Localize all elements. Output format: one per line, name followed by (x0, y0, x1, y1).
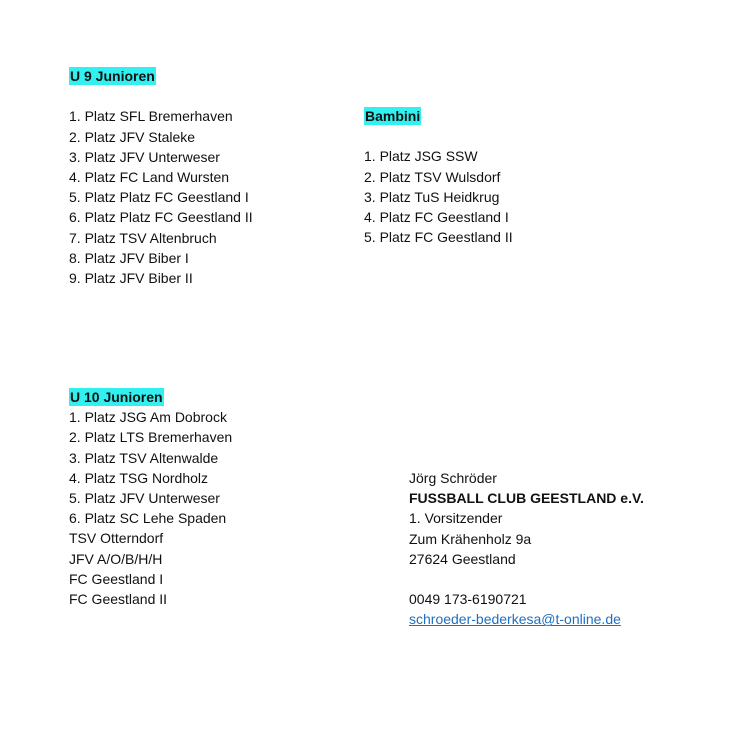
contact-city: 27624 Geestland (409, 550, 516, 567)
list-item: 4. Platz TSG Nordholz (69, 469, 209, 486)
list-item: FC Geestland I (69, 570, 164, 587)
list-item: 5. Platz FC Geestland II (364, 229, 513, 246)
contact-block (409, 468, 644, 630)
list-item: 8. Platz JFV Biber I (69, 249, 189, 266)
contact-street: Zum Krähenholz 9a (409, 530, 532, 547)
u9-list (69, 106, 253, 288)
contact-name: Jörg Schröder (409, 470, 497, 486)
list-item: 5. Platz Platz FC Geestland I (69, 189, 249, 206)
u9-heading: U 9 Junioren (70, 68, 155, 84)
list-item: 7. Platz TSV Altenbruch (69, 229, 217, 246)
contact-phone: 0049 173-6190721 (409, 591, 527, 608)
list-item: 4. Platz FC Geestland I (364, 208, 509, 225)
list-item: 9. Platz JFV Biber II (69, 269, 193, 286)
u10-list (69, 407, 232, 609)
bambini-section (364, 106, 513, 247)
list-item: 6. Platz Platz FC Geestland II (69, 209, 253, 226)
list-item: 4. Platz FC Land Wursten (69, 168, 230, 185)
list-item: 2. Platz TSV Wulsdorf (364, 168, 501, 185)
u10-heading: U 10 Junioren (70, 389, 163, 405)
list-item: 2. Platz LTS Bremerhaven (69, 429, 233, 446)
list-item: 1. Platz SFL Bremerhaven (69, 108, 233, 125)
list-item: 3. Platz JFV Unterweser (69, 148, 220, 165)
bambini-heading: Bambini (365, 108, 421, 124)
list-item: 5. Platz JFV Unterweser (69, 489, 220, 506)
u9-section (69, 66, 253, 288)
list-item: 2. Platz JFV Staleke (69, 128, 196, 145)
list-item: TSV Otterndorf (69, 530, 164, 547)
list-item: FC Geestland II (69, 590, 168, 607)
list-item: 3. Platz TuS Heidkrug (364, 188, 500, 205)
contact-club: FUSSBALL CLUB GEESTLAND e.V. (409, 490, 644, 507)
list-item: 1. Platz JSG Am Dobrock (69, 409, 227, 426)
list-item: 6. Platz SC Lehe Spaden (69, 510, 227, 527)
list-item: JFV A/O/B/H/H (69, 550, 163, 567)
contact-email-link[interactable]: schroeder-bederkesa@t-online.de (409, 611, 621, 628)
contact-role: 1. Vorsitzender (409, 510, 503, 527)
bambini-list (364, 146, 513, 247)
list-item: 1. Platz JSG SSW (364, 148, 478, 165)
list-item: 3. Platz TSV Altenwalde (69, 449, 219, 466)
u10-section (69, 387, 232, 609)
